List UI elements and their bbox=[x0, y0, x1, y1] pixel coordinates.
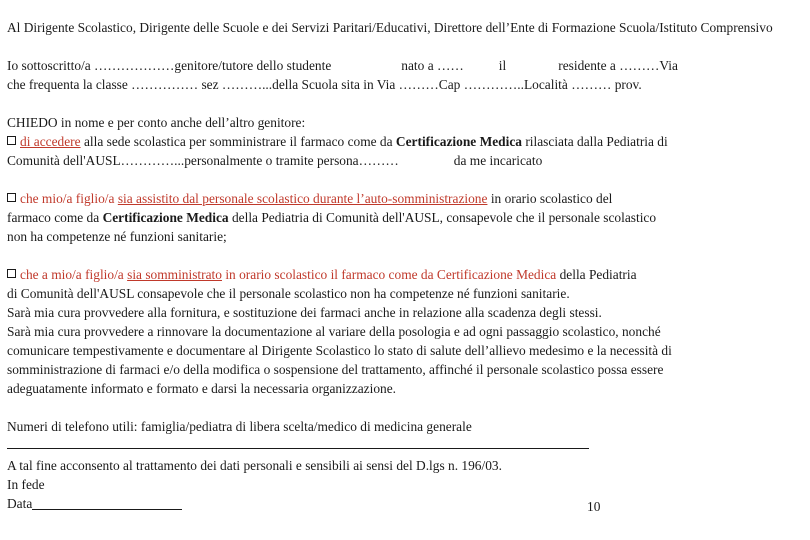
date-label: Data bbox=[7, 496, 33, 511]
phone-numbers-field[interactable] bbox=[7, 436, 589, 449]
option-3-line-2: di Comunità dell'AUSL consapevole che il personale scolastico non ha competenze né funzioni sanitarie. bbox=[7, 286, 570, 301]
option-2-line-2: farmaco come da Certificazione Medica della Pediatria di Comunità dell'AUSL, consapevole che il personale scolastico bbox=[7, 210, 657, 225]
option-3-line-7: adeguatamente informato e formato e darsi la necessaria organizzazione. bbox=[7, 381, 397, 396]
option-3-line-6: somministrazione di farmaci e/o della modifica o sospensione del trattamento, affinché il personale scolastico possa essere bbox=[7, 362, 664, 377]
checkbox-option-2[interactable] bbox=[7, 193, 16, 202]
identity-line-2: che frequenta la classe …………… sez ………...della Scuola sita in Via ………Cap …………..Località ……… prov. bbox=[7, 77, 642, 92]
option-2-emphasis: sia assistito dal personale scolastico durante l’auto-somministrazione bbox=[117, 191, 488, 206]
date-row bbox=[7, 494, 803, 513]
request-intro: CHIEDO in nome e per conto anche dell’altro genitore: bbox=[7, 115, 306, 130]
option-3-line-4: Sarà mia cura provvedere a rinnovare la documentazione al variare della posologia e ad ogni passaggio scolastico, nonché bbox=[7, 324, 661, 339]
option-1-line-2: Comunità dell'AUSL…………...personalmente o tramite persona……… da me incaricato bbox=[7, 153, 543, 168]
option-3-emphasis: sia somministrato bbox=[127, 267, 222, 282]
option-3: che a mio/a figlio/a sia somministrato in orario scolastico il farmaco come da Certificazione Medica della Pediatria bbox=[7, 265, 803, 284]
identity-birthplace-field: nato a …… bbox=[401, 58, 464, 73]
checkbox-option-3[interactable] bbox=[7, 269, 16, 278]
identity-birthdate-field: il bbox=[498, 58, 507, 73]
option-2: che mio/a figlio/a sia assistito dal personale scolastico durante l’auto-somministrazione in orario scolastico del bbox=[7, 189, 803, 208]
phone-numbers-label: Numeri di telefono utili: famiglia/pediatra di libera scelta/medico di medicina generale bbox=[7, 419, 472, 434]
in-fede-label: In fede bbox=[7, 477, 45, 492]
page-number: 10 bbox=[587, 499, 601, 514]
identity-line-1 bbox=[7, 56, 803, 75]
identity-residence-field: residente a ………Via bbox=[558, 58, 678, 73]
identity-name-field: Io sottoscritto/a ………………genitore/tutore dello studente bbox=[7, 58, 332, 73]
option-1-accedere: di accedere bbox=[20, 134, 81, 149]
option-2-line-3: non ha competenze né funzioni sanitarie; bbox=[7, 229, 227, 244]
option-3-line-3: Sarà mia cura provvedere alla fornitura, e sostituzione dei farmaci anche in relazione alla scadenza degli stessi. bbox=[7, 305, 602, 320]
checkbox-option-1[interactable] bbox=[7, 136, 16, 145]
date-field[interactable] bbox=[32, 495, 182, 510]
addressee: Al Dirigente Scolastico, Dirigente delle Scuole e dei Servizi Paritari/Educativi, Direttore dell’Ente di Formazione Scuola/Istituto Comprensivo bbox=[7, 20, 773, 35]
option-3-line-5: comunicare tempestivamente e documentare al Dirigente Scolastico lo stato di salute dell’allievo medesimo e la necessità di bbox=[7, 343, 672, 358]
certificazione-medica-label: Certificazione Medica bbox=[395, 134, 522, 149]
consent-statement: A tal fine acconsento al trattamento dei dati personali e sensibili ai sensi del D.lgs n. 196/03. bbox=[7, 458, 502, 473]
document-body bbox=[7, 18, 803, 513]
option-1: di accedere alla sede scolastica per somministrare il farmaco come da Certificazione Medica rilasciata dalla Pediatria di bbox=[7, 132, 803, 151]
